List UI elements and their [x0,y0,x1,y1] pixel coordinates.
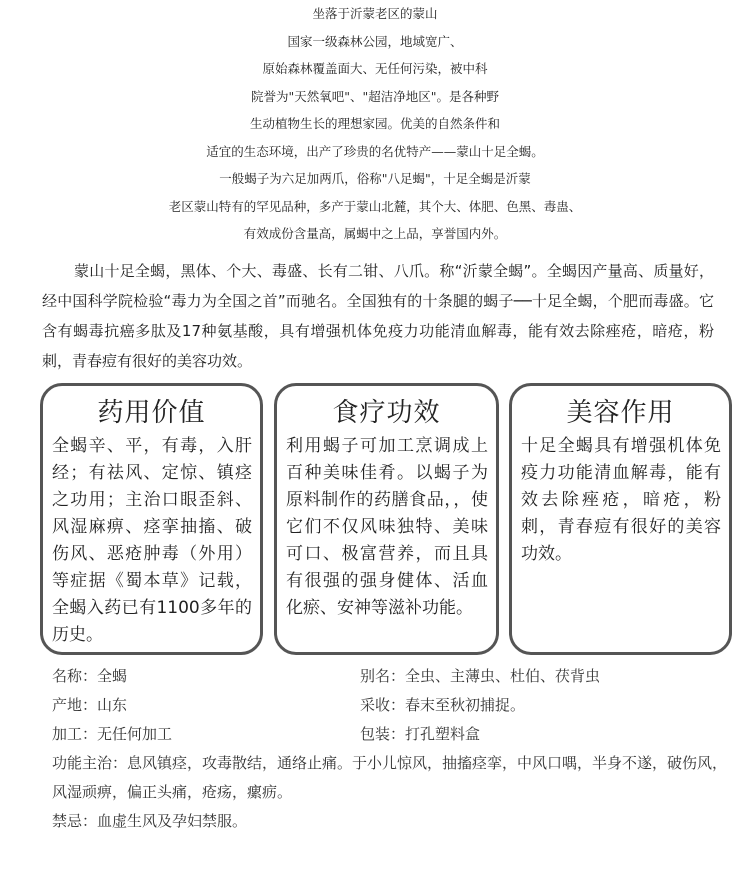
poem-line: 原始森林覆盖面大、无任何污染，被中科 [262,61,488,76]
product-specs [52,662,732,836]
spec-row [52,662,732,691]
spec-alias: 别名：全虫、主薄虫、杜伯、茯背虫 [360,667,601,685]
medicinal-value-box [40,383,263,655]
poem-line: 适宜的生态环境，出产了珍贵的名优特产——蒙山十足全蝎。 [206,143,544,159]
spec-row [52,691,732,720]
spec-functions: 功能主治：息风镇痉，攻毒散结，通络止痛。于小儿惊风，抽搐痉挛，中风口喁，半身不遂，破伤风，风湿顽痹，偏正头痛，疮疡，瘰疬。 [52,754,728,801]
poem-line: 生动植物生长的理想家园。优美的自然条件和 [249,116,500,131]
poem-line: 坐落于沂蒙老区的蒙山 [312,6,438,21]
poem-line: 有效成份含量高，属蝎中之上品，享誉国内外。 [243,226,507,241]
poem-line: 老区蒙山特有的罕见品种，多产于蒙山北麓，其个大、体肥、色黑、毒蛊、 [168,198,582,214]
spec-name: 名称：全蝎 [52,667,128,685]
dietary-effect-title: 食疗功效 [332,398,441,428]
spec-processing: 加工：无任何加工 [52,725,173,743]
poem-line: 国家一级森林公园，地域宽广、 [287,33,463,49]
dietary-effect-box [274,383,499,655]
poem-line: 院誉为"天然氧吧"、"超洁净地区"。是各种野 [251,88,499,104]
spec-packaging: 包装：打孔塑料盒 [360,725,481,743]
poem-line: 一般蝎子为六足加两爪，俗称"八足蝎"，十足全蝎是沂蒙 [219,171,531,186]
intro-poem [0,0,750,248]
spec-contraindication: 禁忌：血虚生风及孕妇禁服。 [52,812,248,830]
medicinal-value-title: 药用价值 [97,398,206,428]
beauty-effect-text: 十足全蝎具有增强机体免疫力功能清血解毒，能有效去除痤疮，暗疮，粉刺，青春痘有很好的美容功效。 [521,436,721,564]
dietary-effect-text: 利用蝎子可加工烹调成上百种美味佳肴。以蝎子为原料制作的药膳食品，，使它们不仅风味独特、美味可口、极富营养，而且具有很强的强身健体、活血化瘀、安神等滋补功能。 [286,436,488,618]
medicinal-value-text: 全蝎辛、平，有毒，入肝经；有祛风、定惊、镇痉之功用；主治口眼歪斜、风湿麻痹、痉挛抽搐、破伤风、恶疮肿毒（外用）等症据《蜀本草》记载，全蝎入药已有1100多年的历史。 [52,436,252,645]
spec-row [52,720,732,749]
spec-harvest: 采收：春末至秋初捕捉。 [360,696,526,714]
beauty-effect-title: 美容作用 [566,398,675,428]
intro-paragraph: 蒙山十足全蝎，黑体、个大、毒盛、长有二钳、八爪。称“沂蒙全蝎”。全蝎因产量高、质量好，经中国科学院检验“毒力为全国之首”而驰名。全国独有的十条腿的蝎子──十足全蝎，个肥而毒盛。它含有蝎毒抗癌多肽及17种氨基酸，具有增强机体免疫力功能清血解毒，能有效去除痤疮，暗疮，粉刺，青春痘有很好的美容功效。 [42,262,714,370]
spec-origin: 产地：山东 [52,696,128,714]
beauty-effect-box [509,383,732,655]
